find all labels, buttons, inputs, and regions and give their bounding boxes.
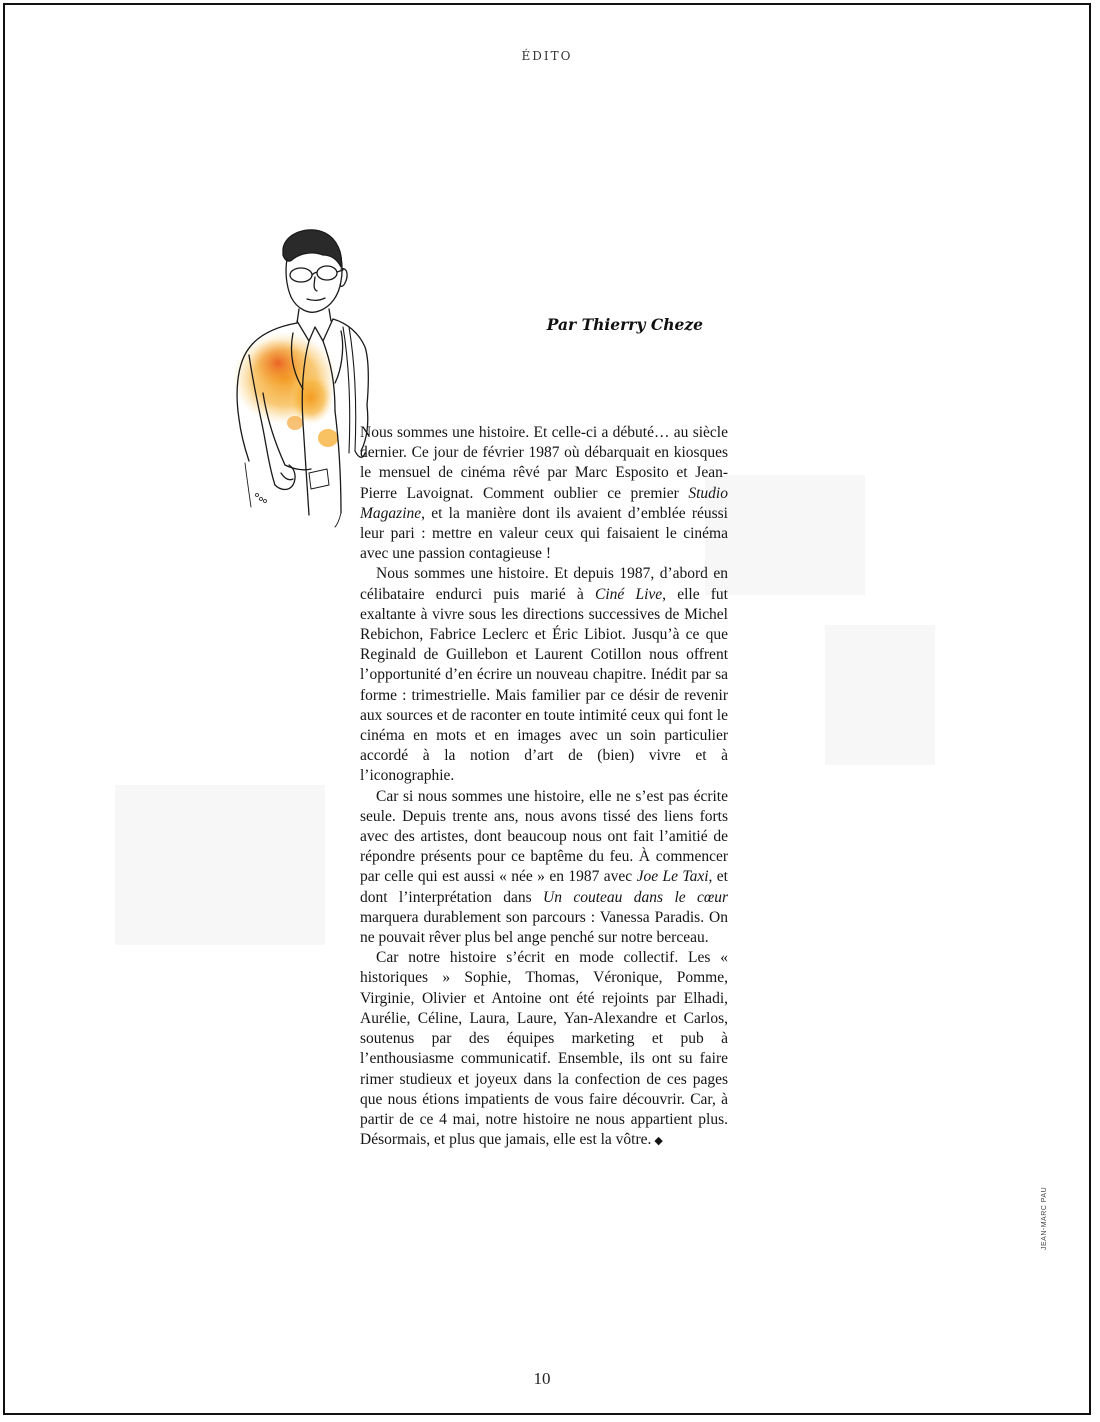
editorial-body (360, 423, 728, 1151)
section-label: ÉDITO (521, 49, 573, 63)
italic-title: Ciné Live (594, 585, 663, 603)
bleed-through-shape (705, 475, 865, 595)
author-byline: Par Thierry Cheze (546, 315, 703, 334)
page-number: 10 (533, 1369, 551, 1388)
bleed-through-shape (825, 625, 935, 765)
paragraph-text: Car notre histoire s’écrit en mode collectif. Les « historiques » Sophie, Thomas, Véronique, Pomme, Virginie, Olivier et Antoine ont été rejoints par Elhadi, Aurélie, Céline, Laura, Laure, Yan-Alexandre et Carlos, soutenus par des équipes marketing et pub à l’enthousiasme communicatif. Ensemble, ils ont su faire rimer studieux et joyeux dans la confection de ces pages que nous étions impatients de vous faire découvrir. Car, à partir de ce 4 mai, notre histoire ne nous appartient plus. Désormais, et plus que jamais, elle est la vôtre. (360, 949, 728, 1149)
illustrated-portrait-icon (223, 223, 373, 528)
paragraph-text: , et la manière dont ils avaient d’emblée réussi leur pari : mettre en valeur ceux qui faisaient le cinéma avec une passion contagieuse ! (360, 504, 728, 563)
paragraph-text: , elle fut exaltante à vivre sous les directions successives de Michel Rebichon, Fabrice Leclerc et Éric Libiot. Jusqu’à ce que Reginald de Guillebon et Laurent Cotillon nous offrent l’opportunité d’en écrire un nouveau chapitre. Inédit par sa forme : trimestrielle. Mais familier par ce désir de revenir aux sources et de raconter en toute intimité ceux qui font le cinéma en mots et en images avec un soin particulier accordé à la notion d’art de (bien) vivre et à l’iconographie. (360, 585, 728, 785)
end-mark-icon: ◆ (654, 1135, 663, 1148)
paragraph-text: Nous sommes une histoire. Et depuis 1987, d’abord en célibataire endurci puis marié à (360, 565, 728, 603)
italic-title: Joe Le Taxi (636, 868, 709, 886)
paragraph-text: Car si nous sommes une histoire, elle ne s’est pas écrite seule. Depuis trente ans, nous avons tissé des liens forts avec des artistes, dont beaucoup nous ont fait l’amitié de répondre présents pour ce baptême du feu. À commencer par celle qui est aussi « née » en 1987 avec (360, 787, 728, 886)
magazine-page (3, 3, 1091, 1415)
paragraph-text: Nous sommes une histoire. Et celle-ci a débuté… au siècle dernier. Ce jour de février 1987 où débarquait en kiosques le mensuel de cinéma rêvé par Marc Esposito et Jean-Pierre Lavoignat. Comment oublier ce premier (360, 424, 728, 502)
italic-title: Un couteau dans le cœur (543, 888, 728, 906)
photo-credit: JEAN-MARC PAU (1041, 1186, 1048, 1250)
italic-title: Studio Magazine (360, 484, 728, 522)
article-paragraph (360, 564, 728, 786)
article-paragraph (360, 948, 728, 1151)
paragraph-text: , et dont l’interprétation dans (360, 868, 728, 906)
article-paragraph (360, 787, 728, 949)
article-paragraph (360, 423, 728, 564)
bleed-through-shape (115, 785, 325, 945)
paragraph-text: marquera durablement son parcours : Vanessa Paradis. On ne pouvait rêver plus bel ange penché sur notre berceau. (360, 908, 728, 947)
